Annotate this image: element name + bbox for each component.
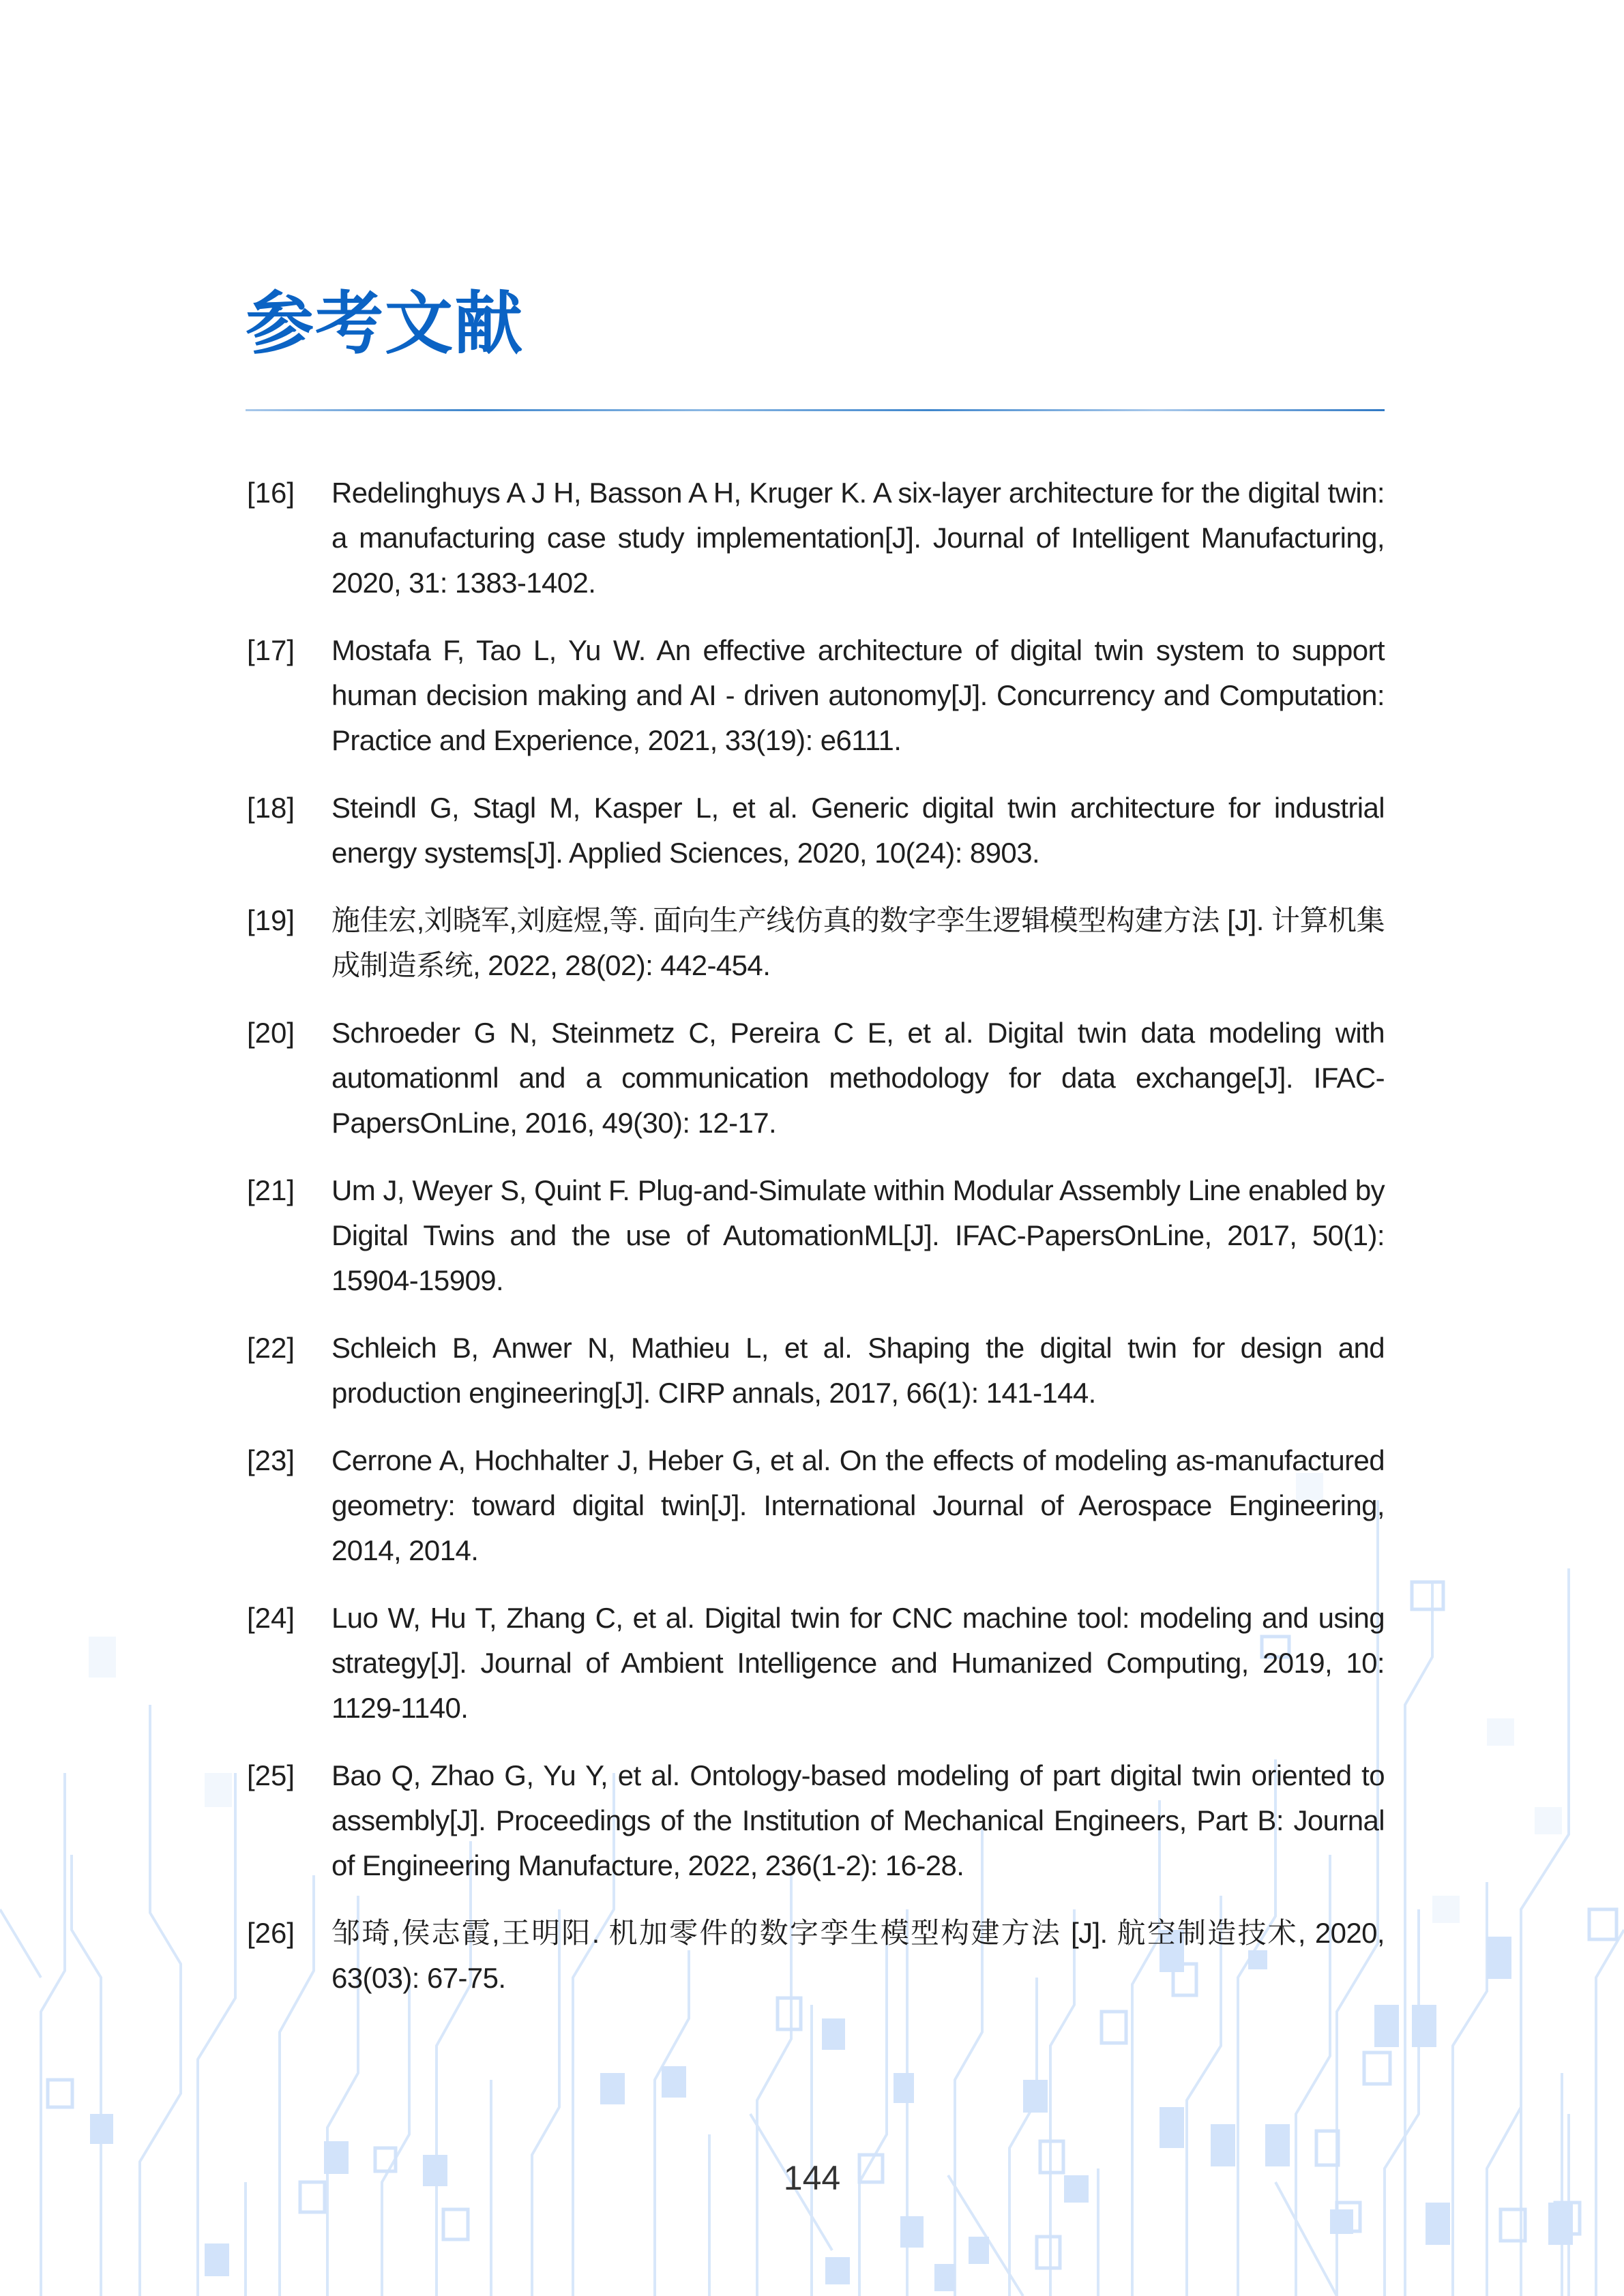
reference-number: [25] bbox=[247, 1759, 295, 1791]
reference-number: [23] bbox=[247, 1444, 295, 1476]
reference-item bbox=[247, 1596, 1385, 1731]
reference-item bbox=[247, 786, 1385, 876]
reference-item bbox=[247, 1168, 1385, 1303]
reference-number: [19] bbox=[247, 904, 295, 936]
page-number: 144 bbox=[783, 2159, 841, 2197]
reference-text: Mostafa F, Tao L, Yu W. An effective architecture of digital twin system to support human decision making and AI - driven autonomy[J]. Concurrency and Computation: Practice and Experience, 2021, 33(19): e6111. bbox=[331, 634, 1385, 756]
reference-list bbox=[247, 471, 1385, 2023]
reference-item bbox=[247, 628, 1385, 763]
reference-text: Schroeder G N, Steinmetz C, Pereira C E, et al. Digital twin data modeling with automationml and a communication methodology for data exchange[J]. IFAC-PapersOnLine, 2016, 49(30): 12-17. bbox=[331, 1017, 1385, 1139]
reference-text: Bao Q, Zhao G, Yu Y, et al. Ontology-based modeling of part digital twin oriented to assembly[J]. Proceedings of the Institution of Mechanical Engineers, Part B: Journal of Engineering Manufacture, 2022, 236(1-2): 16-28. bbox=[331, 1759, 1385, 1881]
reference-text: Steindl G, Stagl M, Kasper L, et al. Generic digital twin architecture for industrial energy systems[J]. Applied Sciences, 2020, 10(24): 8903. bbox=[331, 792, 1385, 869]
reference-item bbox=[247, 1911, 1385, 2001]
reference-number: [20] bbox=[247, 1017, 295, 1049]
reference-number: [26] bbox=[247, 1917, 295, 1949]
reference-text: 施佳宏,刘晓军,刘庭煜,等. 面向生产线仿真的数字孪生逻辑模型构建方法 [J]. 计算机集成制造系统, 2022, 28(02): 442-454. bbox=[331, 904, 1385, 981]
reference-text: Luo W, Hu T, Zhang C, et al. Digital twin for CNC machine tool: modeling and using strategy[J]. Journal of Ambient Intelligence and Humanized Computing, 2019, 10: 1129-1140. bbox=[331, 1602, 1385, 1724]
page-title: 参考文献 bbox=[246, 284, 524, 363]
reference-item bbox=[247, 898, 1385, 988]
reference-text: Um J, Weyer S, Quint F. Plug-and-Simulate within Modular Assembly Line enabled by Digital Twins and the use of AutomationML[J]. IFAC-PapersOnLine, 2017, 50(1): 15904-15909. bbox=[331, 1174, 1385, 1296]
reference-number: [22] bbox=[247, 1332, 295, 1364]
title-divider bbox=[246, 409, 1385, 411]
reference-item bbox=[247, 1438, 1385, 1573]
reference-text: Redelinghuys A J H, Basson A H, Kruger K. A six-layer architecture for the digital twin: a manufacturing case study implementation[J]. Journal of Intelligent Manufacturing, 2020, 31: 1383-1402. bbox=[331, 477, 1385, 599]
reference-number: [18] bbox=[247, 792, 295, 824]
reference-item bbox=[247, 1753, 1385, 1888]
reference-text: 邹琦,侯志霞,王明阳. 机加零件的数字孪生模型构建方法 [J]. 航空制造技术, 2020, 63(03): 67-75. bbox=[331, 1917, 1385, 1994]
reference-text: Cerrone A, Hochhalter J, Heber G, et al. On the effects of modeling as-manufactured geometry: toward digital twin[J]. International Journal of Aerospace Engineering, 2014, 2014. bbox=[331, 1444, 1385, 1566]
reference-item bbox=[247, 1011, 1385, 1146]
reference-number: [17] bbox=[247, 634, 295, 666]
reference-number: [21] bbox=[247, 1174, 295, 1206]
reference-number: [16] bbox=[247, 477, 295, 509]
reference-number: [24] bbox=[247, 1602, 295, 1634]
reference-text: Schleich B, Anwer N, Mathieu L, et al. Shaping the digital twin for design and production engineering[J]. CIRP annals, 2017, 66(1): 141-144. bbox=[331, 1332, 1385, 1409]
reference-item bbox=[247, 471, 1385, 606]
reference-item bbox=[247, 1326, 1385, 1416]
